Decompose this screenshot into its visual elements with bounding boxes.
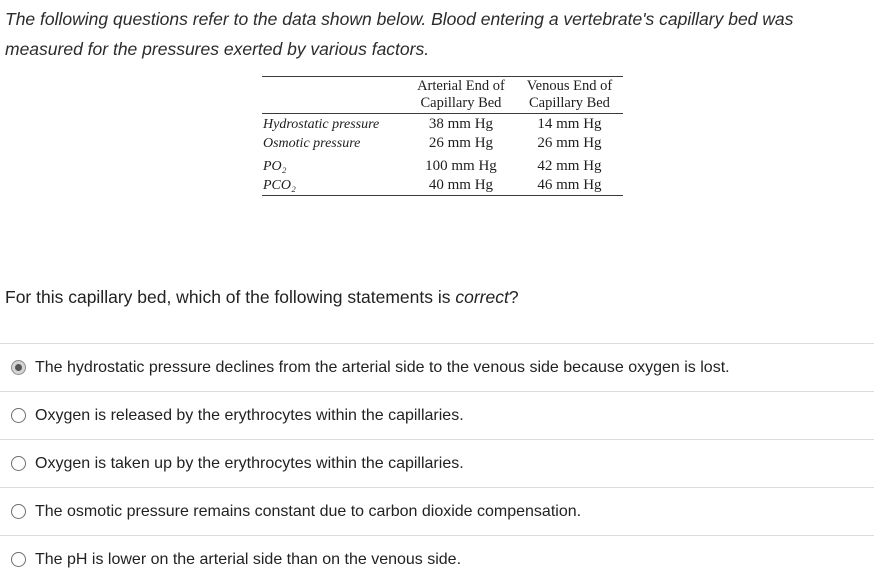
question-end: ?: [508, 287, 519, 307]
table-header-blank: [262, 77, 406, 114]
intro-line-2: measured for the pressures exerted by various factors.: [5, 39, 430, 59]
question-prompt: [5, 284, 519, 310]
answer-option[interactable]: [0, 487, 874, 535]
table-row: [262, 153, 623, 176]
venous-value: 26 mm Hg: [537, 135, 602, 151]
venous-header-line-1: Venous End of: [526, 78, 613, 94]
table-header-arterial: [406, 77, 516, 114]
venous-value: 42 mm Hg: [537, 158, 602, 174]
table-header-row: [262, 77, 623, 114]
row-label: Osmotic pressure: [263, 136, 361, 151]
radio-button[interactable]: [11, 504, 26, 519]
radio-button[interactable]: [11, 552, 26, 567]
venous-header-line-2: Capillary Bed: [528, 95, 610, 111]
row-label: PCO₂: [263, 178, 296, 193]
arterial-value: 40 mm Hg: [428, 177, 494, 193]
answer-option[interactable]: [0, 343, 874, 391]
pressure-data-table: [262, 76, 623, 196]
answer-label[interactable]: Oxygen is released by the erythrocytes within the capillaries.: [35, 406, 464, 424]
radio-button-selected[interactable]: [11, 360, 26, 375]
answer-options: [0, 343, 874, 583]
radio-button[interactable]: [11, 408, 26, 423]
table-row: [262, 114, 623, 135]
table-header-venous: [516, 77, 623, 114]
answer-option[interactable]: [0, 535, 874, 583]
arterial-value: 38 mm Hg: [428, 116, 494, 132]
answer-option[interactable]: [0, 439, 874, 487]
venous-value: 46 mm Hg: [537, 177, 602, 193]
answer-label[interactable]: The hydrostatic pressure declines from the arterial side to the venous side because oxygen is lost.: [35, 358, 730, 376]
question-text: For this capillary bed, which of the following statements is: [5, 287, 456, 307]
table-row: [262, 176, 623, 196]
table-row: [262, 134, 623, 153]
answer-label[interactable]: The pH is lower on the arterial side than on the venous side.: [35, 550, 462, 568]
venous-value: 14 mm Hg: [537, 116, 602, 132]
question-emphasis: correct: [455, 287, 509, 307]
arterial-value: 26 mm Hg: [428, 135, 494, 151]
answer-label[interactable]: Oxygen is taken up by the erythrocytes within the capillaries.: [35, 454, 464, 472]
radio-button[interactable]: [11, 456, 26, 471]
question-intro: [5, 4, 865, 64]
intro-line-1: The following questions refer to the data shown below. Blood entering a vertebrate's capillary bed was: [5, 9, 794, 29]
answer-option[interactable]: [0, 391, 874, 439]
arterial-header-line-1: Arterial End of: [417, 78, 505, 94]
answer-label[interactable]: The osmotic pressure remains constant due to carbon dioxide compensation.: [35, 502, 582, 520]
row-label: Hydrostatic pressure: [263, 117, 380, 132]
row-label: PO₂: [263, 159, 287, 174]
arterial-header-line-2: Capillary Bed: [420, 95, 502, 111]
arterial-value: 100 mm Hg: [425, 158, 497, 174]
